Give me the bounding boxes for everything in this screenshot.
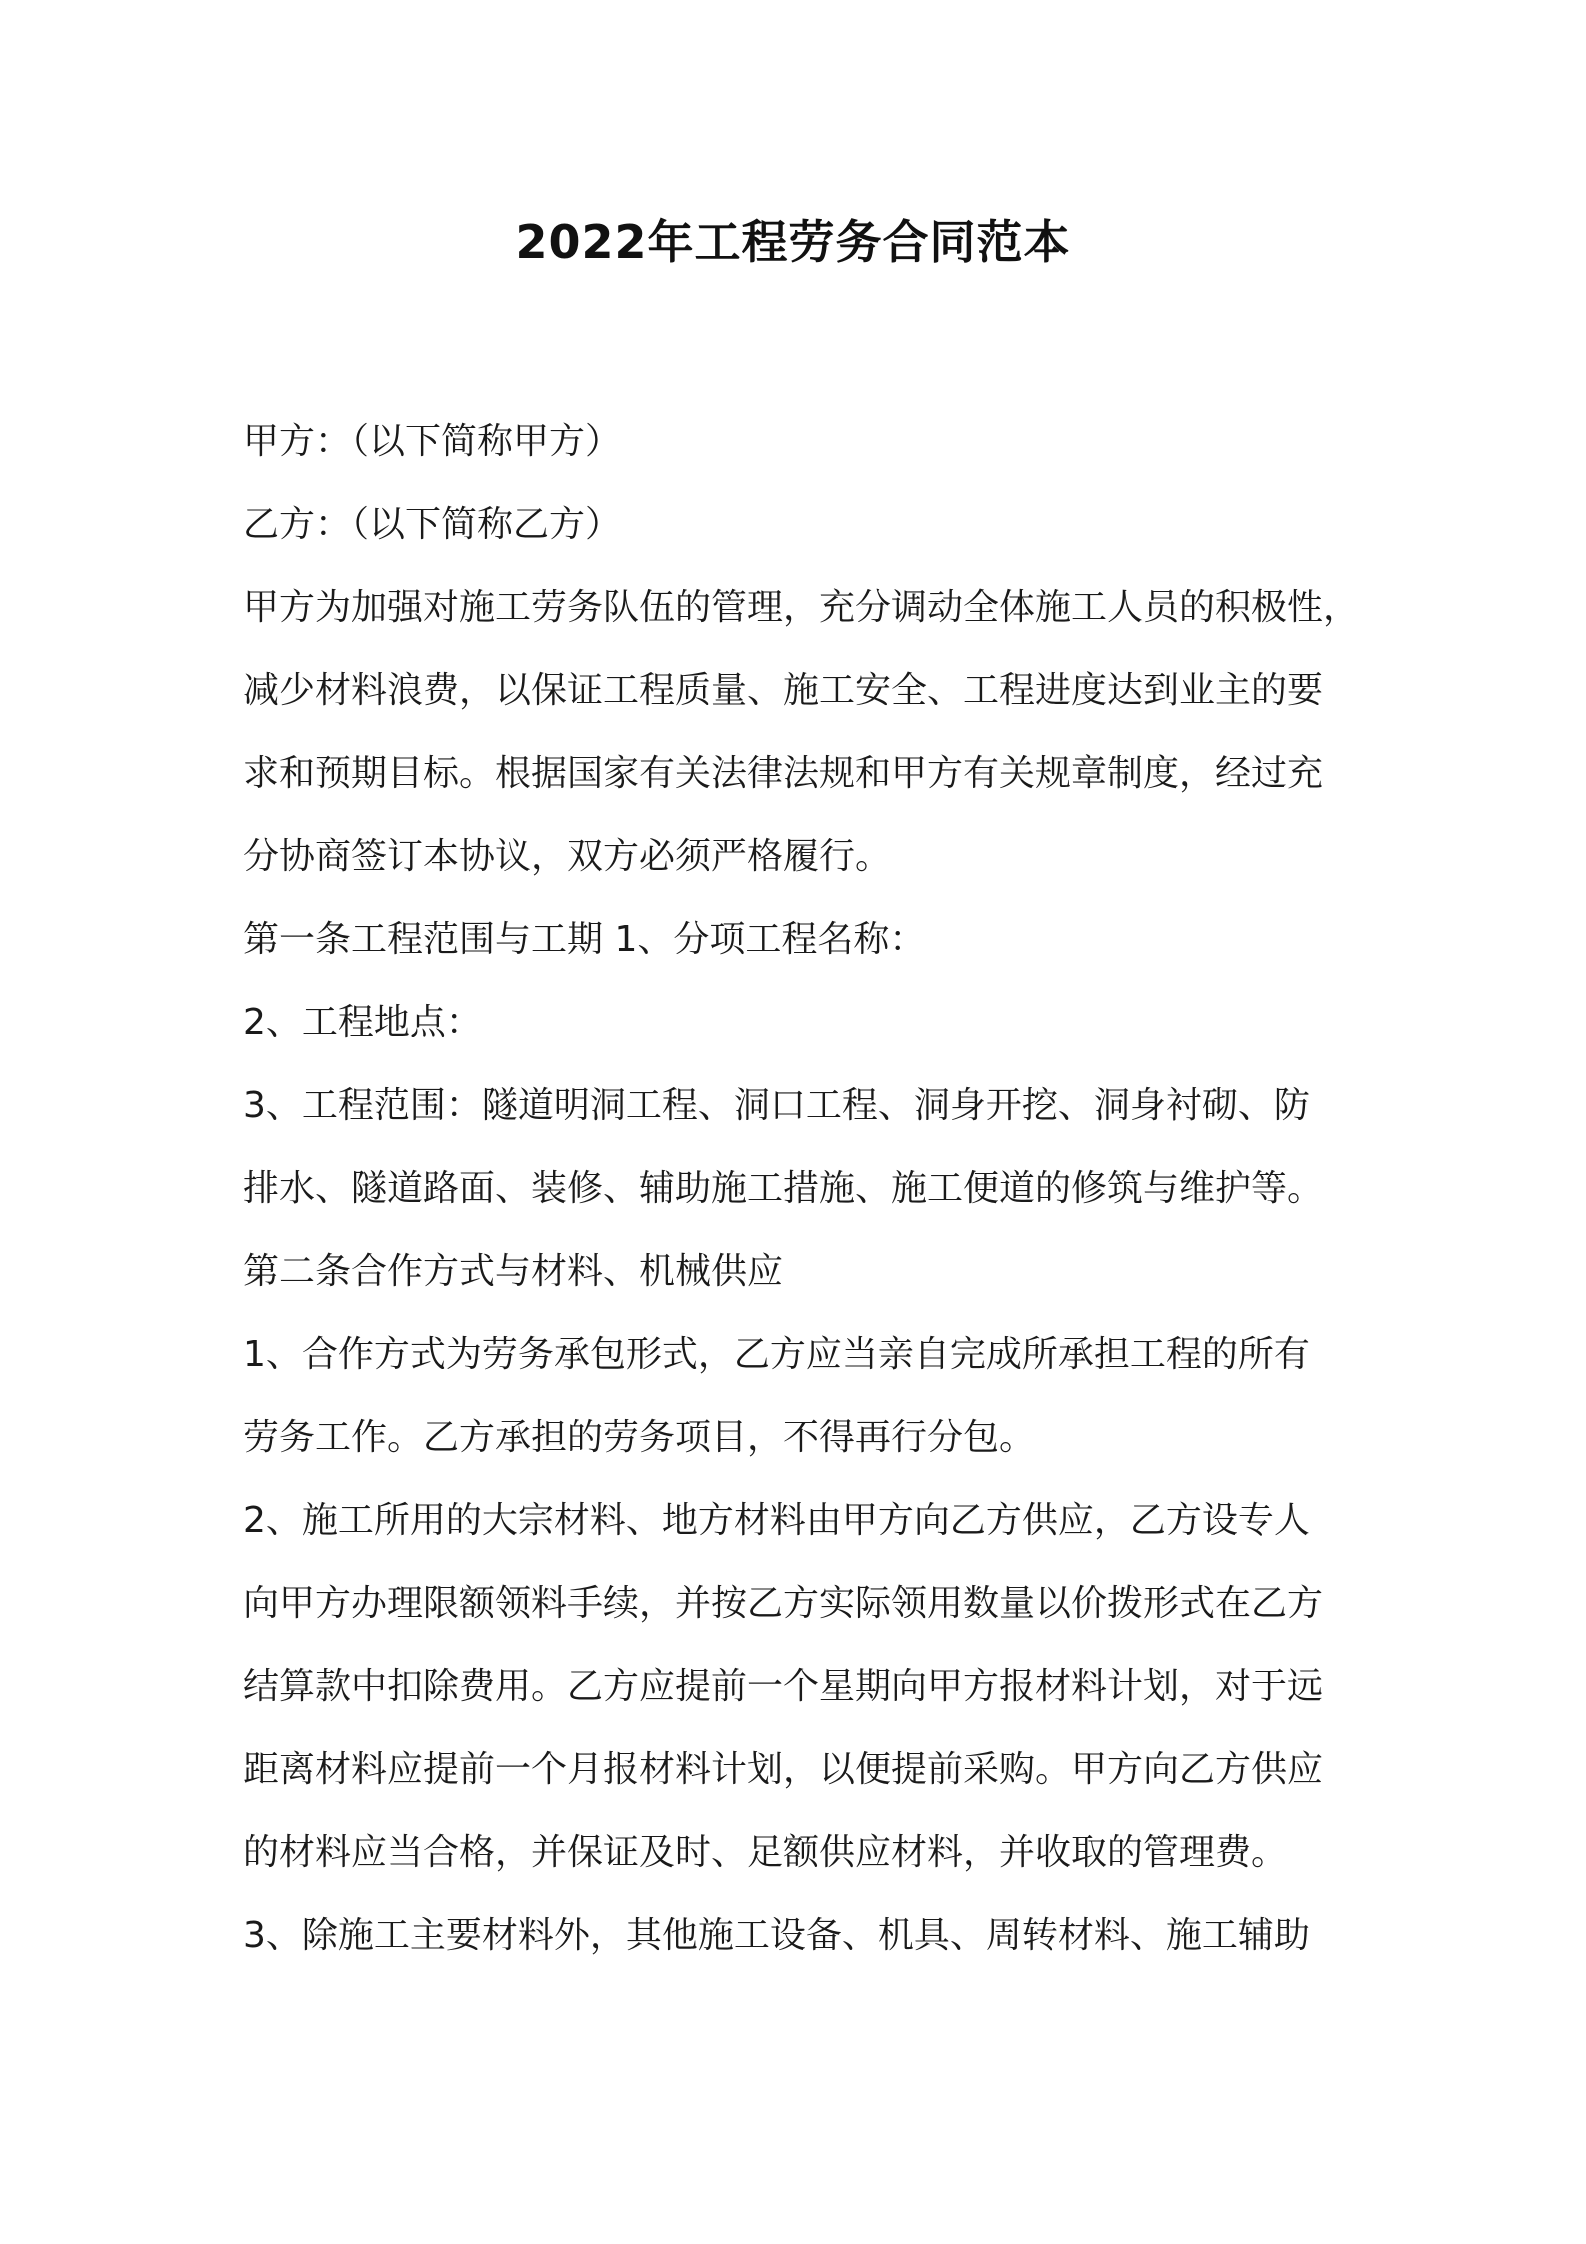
text-line: 3、除施工主要材料外，其他施工设备、机具、周转材料、施工辅助 (243, 1915, 1310, 1956)
text-line: 第一条工程范围与工期 1、分项工程名称： (243, 919, 926, 960)
text-line: 分协商签订本协议，双方必须严格履行。 (243, 836, 892, 877)
document-body (243, 400, 1373, 1977)
text-line: 2、工程地点： (243, 1002, 482, 1043)
text-line: 的材料应当合格，并保证及时、足额供应材料，并收取的管理费。 (243, 1832, 1288, 1873)
text-line: 距离材料应提前一个月报材料计划，以便提前采购。甲方向乙方供应 (243, 1749, 1324, 1790)
text-line: 第二条合作方式与材料、机械供应 (243, 1251, 784, 1292)
text-line: 2、施工所用的大宗材料、地方材料由甲方向乙方供应，乙方设专人 (243, 1500, 1310, 1541)
text-line: 甲方为加强对施工劳务队伍的管理，充分调动全体施工人员的积极性， (243, 587, 1360, 628)
text-line: 甲方：（以下简称甲方） (243, 421, 622, 462)
text-line: 3、工程范围：隧道明洞工程、洞口工程、洞身开挖、洞身衬砌、防 (243, 1085, 1310, 1126)
text-line: 求和预期目标。根据国家有关法律法规和甲方有关规章制度，经过充 (243, 753, 1324, 794)
text-line: 劳务工作。乙方承担的劳务项目，不得再行分包。 (243, 1417, 1036, 1458)
text-line: 向甲方办理限额领料手续，并按乙方实际领用数量以价拨形式在乙方 (243, 1583, 1324, 1624)
text-line: 排水、隧道路面、装修、辅助施工措施、施工便道的修筑与维护等。 (243, 1168, 1324, 1209)
text-line: 结算款中扣除费用。乙方应提前一个星期向甲方报材料计划，对于远 (243, 1666, 1324, 1707)
text-line: 乙方：（以下简称乙方） (243, 504, 622, 545)
text-line: 减少材料浪费，以保证工程质量、施工安全、工程进度达到业主的要 (243, 670, 1324, 711)
document-title: 2022年工程劳务合同范本 (515, 215, 1071, 269)
text-line: 1、合作方式为劳务承包形式，乙方应当亲自完成所承担工程的所有 (243, 1334, 1310, 1375)
